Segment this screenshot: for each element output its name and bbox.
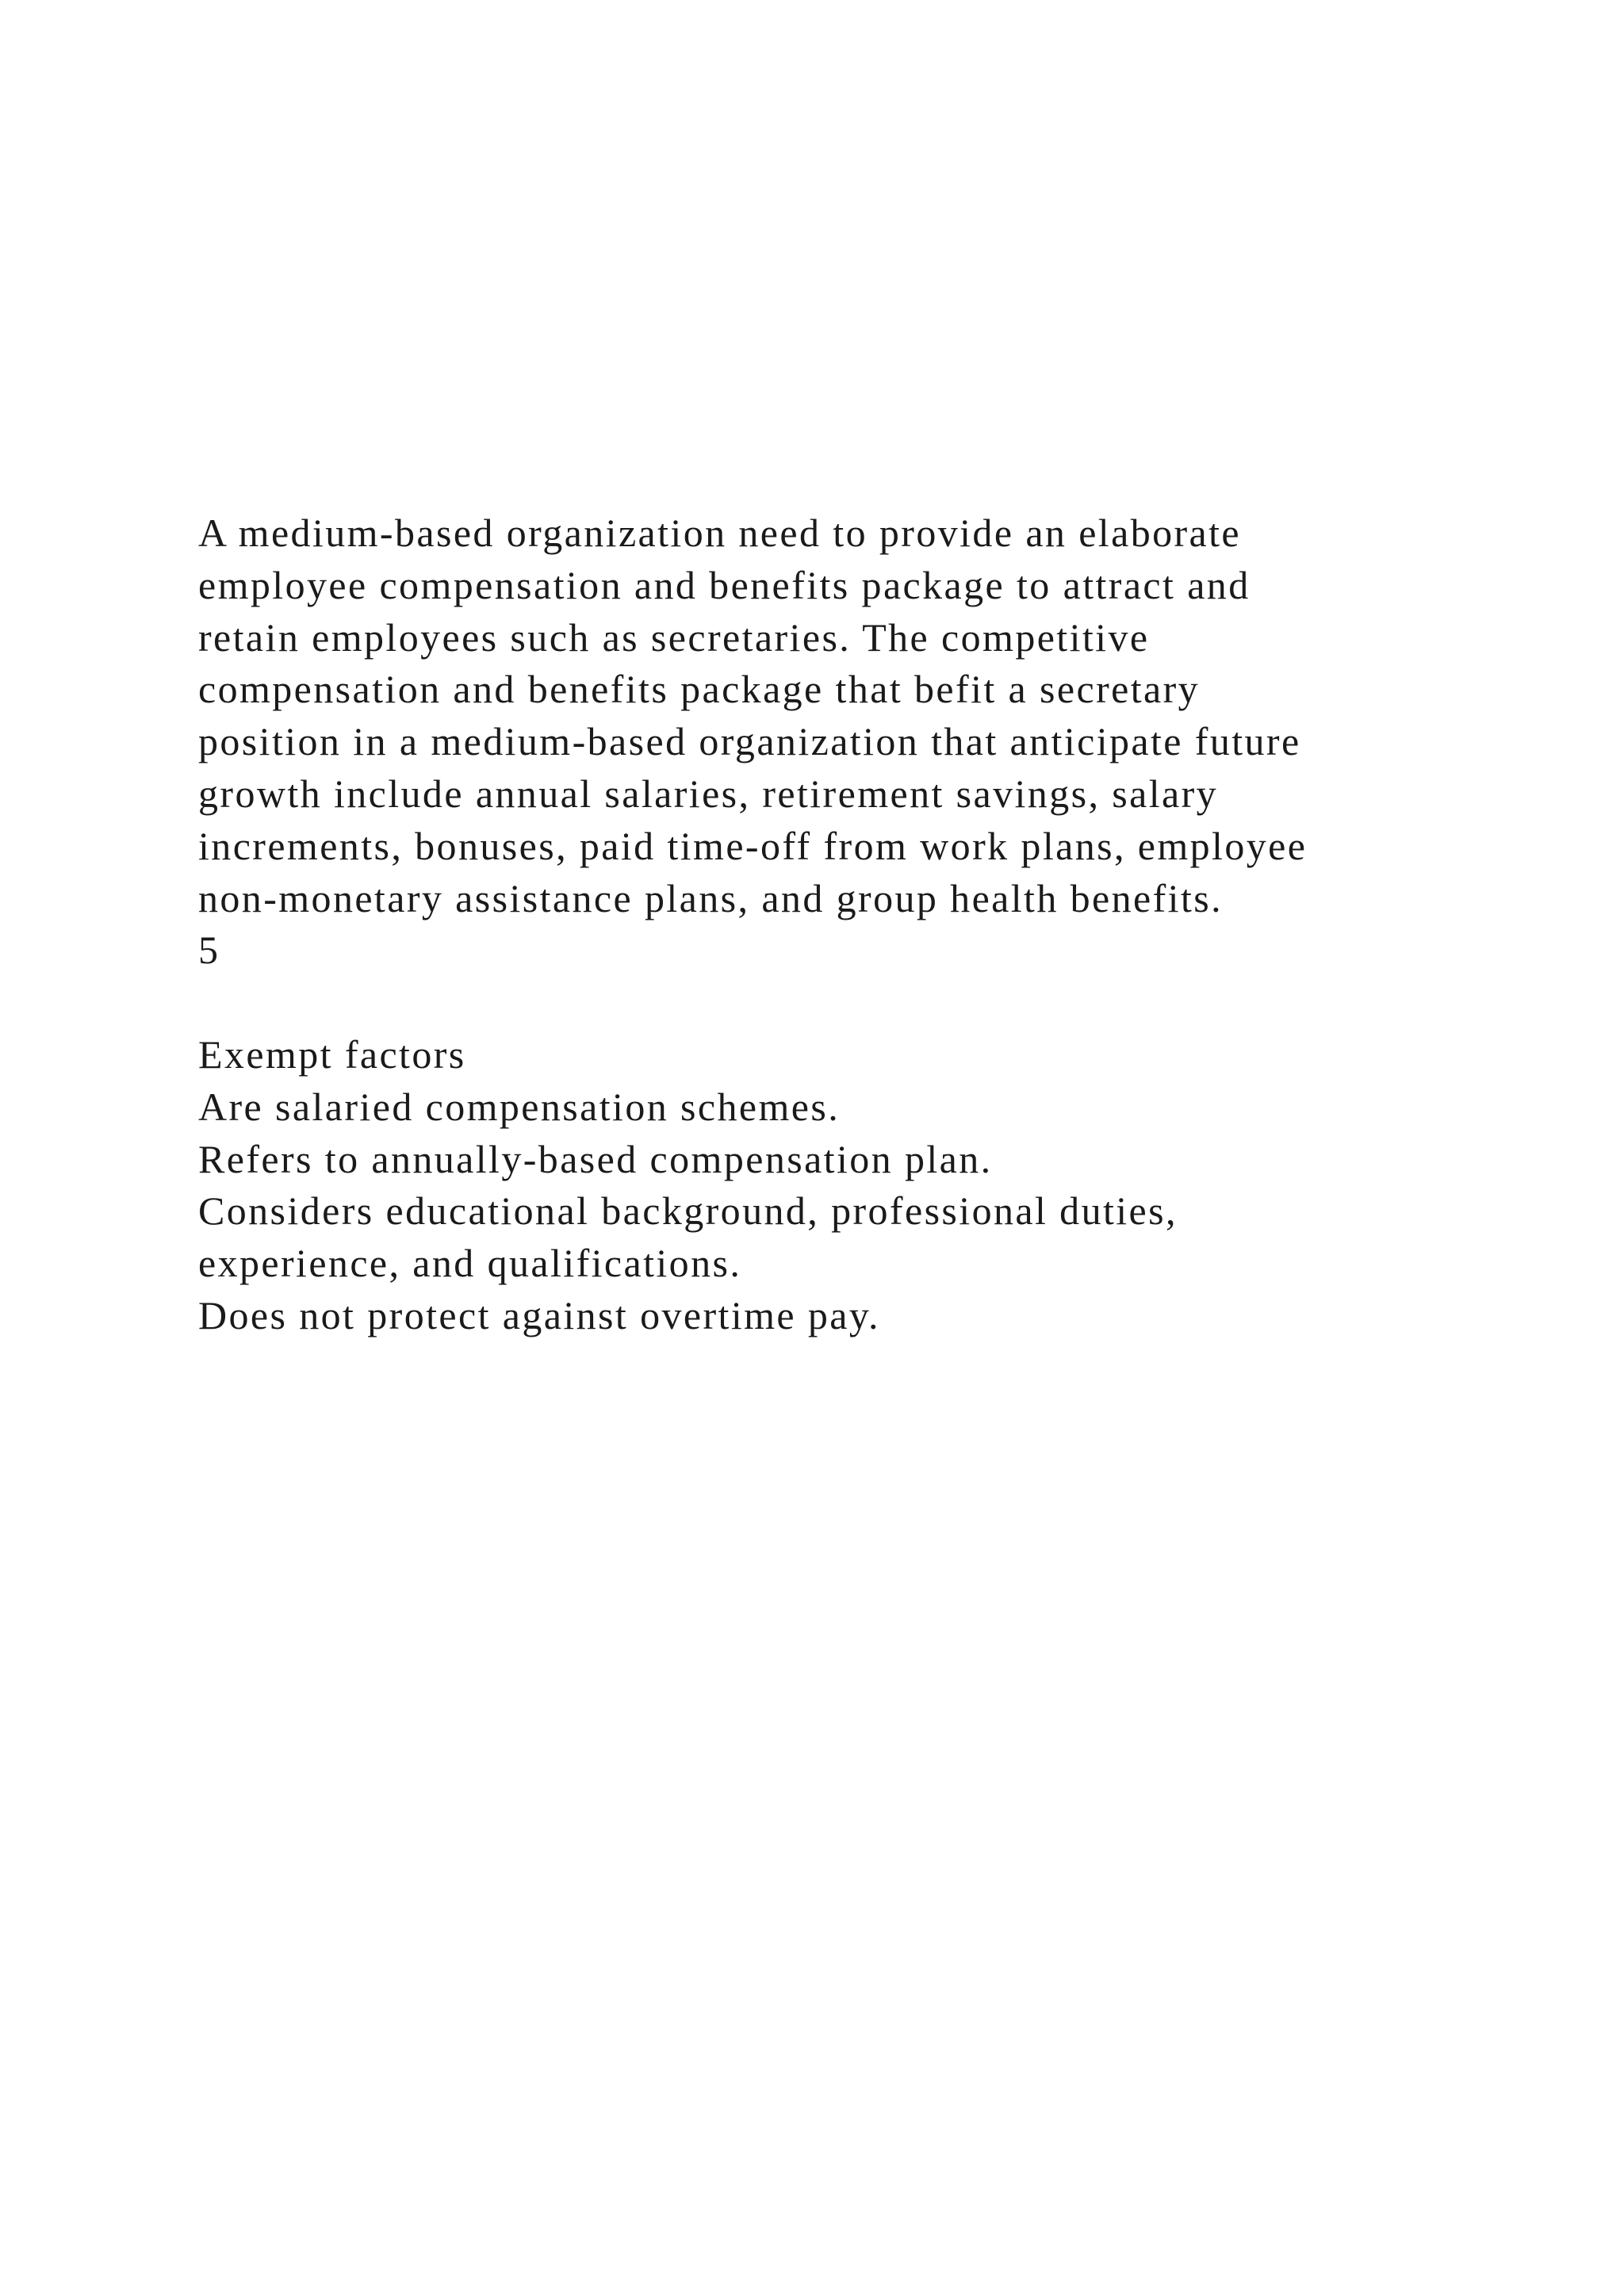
paragraph-line: non-monetary assistance plans, and group health benefits. <box>198 875 1224 920</box>
section-line: experience, and qualifications. <box>198 1241 742 1286</box>
paragraph-line: position in a medium-based organization that anticipate future <box>198 719 1301 764</box>
paragraph-line: increments, bonuses, paid time-off from work plans, employee <box>198 823 1308 868</box>
blank-line <box>198 977 1507 1029</box>
section-line: Are salaried compensation schemes. <box>198 1084 841 1129</box>
page-number: 5 <box>198 928 220 973</box>
document-body <box>198 507 1507 1342</box>
section-line: Considers educational background, professional duties, <box>198 1188 1178 1234</box>
section-line: Does not protect against overtime pay. <box>198 1292 880 1337</box>
paragraph-line: compensation and benefits package that befit a secretary <box>198 667 1201 712</box>
paragraph-line: employee compensation and benefits package to attract and <box>198 562 1251 607</box>
paragraph-line: A medium-based organization need to provide an elaborate <box>198 511 1242 555</box>
section-line: Refers to annually-based compensation plan. <box>198 1136 993 1181</box>
section-heading: Exempt factors <box>198 1031 466 1077</box>
paragraph-line: growth include annual salaries, retirement savings, salary <box>198 771 1219 816</box>
paragraph-line: retain employees such as secretaries. The competitive <box>198 614 1150 660</box>
